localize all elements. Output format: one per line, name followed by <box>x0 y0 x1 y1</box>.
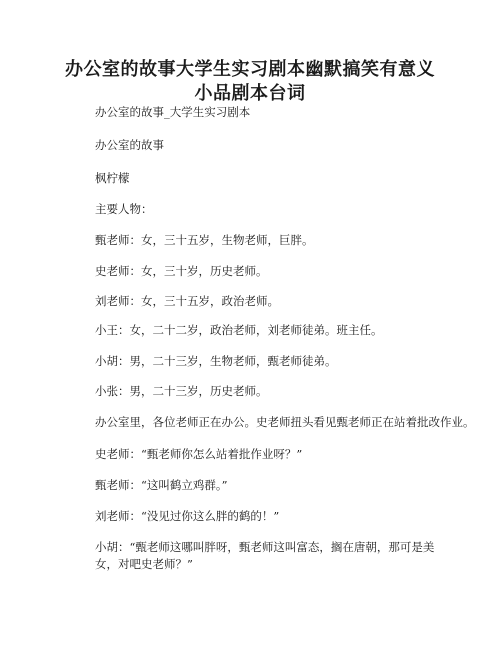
paragraph-dialogue: 史老师：“甄老师你怎么站着批作业呀？” <box>95 447 303 461</box>
paragraph-scene: 办公室里，各位老师正在办公。史老师扭头看见甄老师正在站着批改作业。 <box>95 415 475 429</box>
paragraph-character: 史老师：女，三十岁，历史老师。 <box>95 264 268 278</box>
paragraph-subtitle: 办公室的故事_大学生实习剧本 <box>95 105 251 119</box>
paragraph-characters-heading: 主要人物： <box>95 202 153 216</box>
paragraph-play-title: 办公室的故事 <box>95 138 164 152</box>
paragraph-character: 小张：男，二十三岁，历史老师。 <box>95 384 268 398</box>
paragraph-dialogue: 小胡：“甄老师这哪叫胖呀，甄老师这叫富态，搁在唐朝，那可是美女，对吧史老师？” <box>95 540 435 571</box>
paragraph-character: 刘老师：女，三十五岁，政治老师。 <box>95 294 279 308</box>
paragraph-author: 枫柠檬 <box>95 171 130 185</box>
paragraph-character: 小王：女，二十二岁，政治老师，刘老师徒弟。班主任。 <box>95 323 383 337</box>
paragraph-character: 小胡：男，二十三岁，生物老师，甄老师徒弟。 <box>95 354 337 368</box>
paragraph-character: 甄老师：女，三十五岁，生物老师，巨胖。 <box>95 233 314 247</box>
paragraph-dialogue: 刘老师：“没见过你这么胖的鹤的！” <box>95 509 280 523</box>
document-title: 办公室的故事大学生实习剧本幽默搞笑有意义小品剧本台词 <box>65 59 435 104</box>
paragraph-dialogue: 甄老师：“这叫鹤立鸡群。” <box>95 478 228 492</box>
